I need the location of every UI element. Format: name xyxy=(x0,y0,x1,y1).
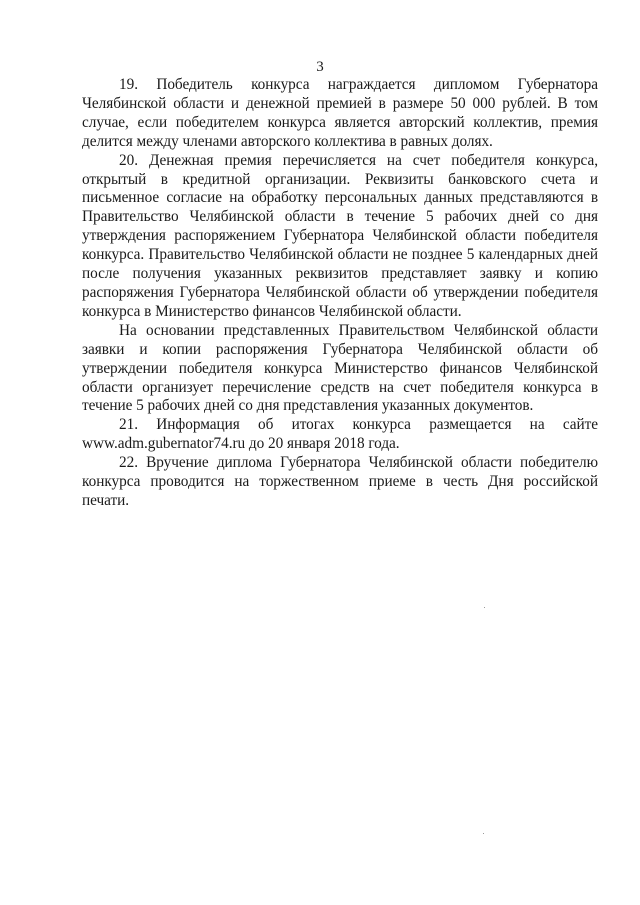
paragraph-20-continuation: На основании представленных Правительством Челябинской области заявки и копии распоряжения Губернатора Челябинской области об утверждении победителя конкурса Министерство финансов Челябинской области организует перечисление средств на счет победителя конкурса в течение 5 рабочих дней со дня представления указанных документов. xyxy=(82,321,598,415)
paragraph-22: 22. Вручение диплома Губернатора Челябинской области победителю конкурса проводится на торжественном приеме в честь Дня российской печати. xyxy=(82,454,598,509)
paragraph-21: 21. Информация об итогах конкурса размещается на сайте www.adm.gubernator74.ru до 20 января 2018 года. xyxy=(82,416,598,453)
document-body xyxy=(82,76,598,511)
scan-speck xyxy=(484,607,485,608)
paragraph-20: 20. Денежная премия перечисляется на счет победителя конкурса, открытый в кредитной организации. Реквизиты банковского счета и письменное согласие на обработку персональных данных представляются в Правительство Челябинской области в течение 5 рабочих дней со дня утверждения распоряжением Губернатора Челябинской области победителя конкурса. Правительство Челябинской области не позднее 5 календарных дней после получения указанных реквизитов представляет заявку и копию распоряжения Губернатора Челябинской области об утверждении победителя конкурса в Министерство финансов Челябинской области. xyxy=(82,151,598,320)
scan-speck xyxy=(483,833,484,834)
page-number: 3 xyxy=(316,59,324,75)
paragraph-19: 19. Победитель конкурса награждается дипломом Губернатора Челябинской области и денежной премией в размере 50 000 рублей. В том случае, если победителем конкурса является авторский коллектив, премия делится между членами авторского коллектива в равных долях. xyxy=(82,76,598,150)
